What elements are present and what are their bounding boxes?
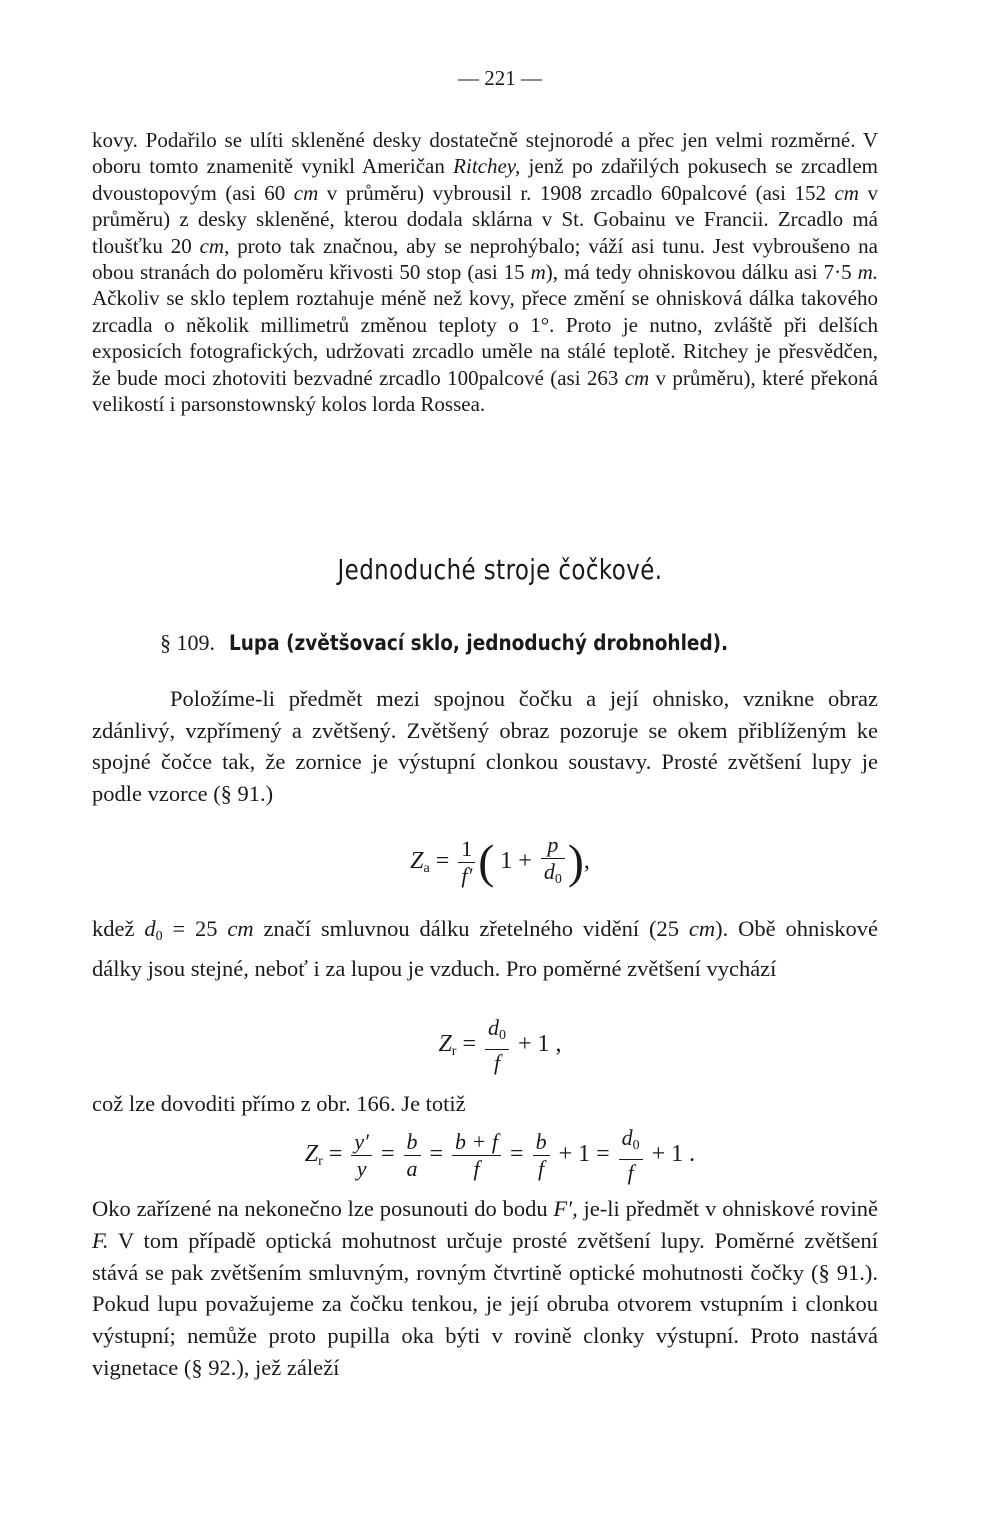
unit: m [530,260,546,285]
unit: cm [227,916,254,941]
eq-equals: = [510,1141,524,1168]
equation-relative-magnification [0,1015,1000,1076]
text-run: v průměru) z desky skleněné, kterou dodala sklárna v St. Gobainu ve Francii. Zrcadlo má tloušťku 20 [92,180,878,258]
denominator [541,859,565,893]
denominator: f [493,1050,501,1075]
subsection-title: Lupa (zvětšovací sklo, jednoduchý drobnohled). [228,631,728,655]
subsection-number: § 109. [160,630,215,655]
paren-close: ) [567,835,584,889]
text-run: v průměru) vybrousil r. 1908 zrcadlo 60palcové (asi 152 [318,180,835,205]
equation-derivation [0,1125,1000,1186]
d-symbol: d [488,1015,500,1040]
text-run: Oko zařízené na nekonečno lze posunouti do bodu [92,1196,554,1221]
eq-tail: + 1 , [518,1031,562,1058]
page-number: — 221 — [458,66,542,90]
text-run: = 25 [162,916,228,941]
paragraph-eye-focus [92,1193,878,1384]
focus-symbol: F. [92,1227,109,1253]
d-symbol: d [144,916,156,941]
text-run: značí smluvnou dálku zřetelného vidění (25 [253,916,689,941]
eq-lhs: Z [438,1031,452,1058]
eq-one-plus: 1 + [500,848,532,875]
fraction [351,1129,372,1182]
d-sub: 0 [632,1138,640,1153]
paragraph-lupa-intro [92,683,878,809]
denominator: f [538,1156,545,1181]
eq-mid: + 1 = [558,1141,610,1168]
text-run: což lze dovoditi přímo z obr. 166. Je totiž [92,1091,466,1116]
d-sub: 0 [499,1028,507,1043]
text-run: proto tak značnou, aby se neprohýbalo; váží asi tunu. Jest vybroušeno na obou stranách do poloměru křivosti 50 stop (asi 15 [92,233,878,285]
fraction [458,836,475,889]
text-run: ), má tedy ohniskovou dálku asi 7·5 [545,260,858,285]
numerator [485,1015,509,1050]
name-ritchey: Ritchey, [453,154,521,179]
eq-lhs: Z [304,1141,319,1168]
denominator: a [406,1156,418,1181]
eq-equals: = [462,1031,477,1058]
unit: m. [857,260,878,285]
denominator: f′ [461,863,473,888]
subsection-heading [160,630,796,656]
fraction [533,1129,550,1182]
paragraph-derivation [92,1088,878,1120]
fraction [452,1129,501,1182]
unit: cm [834,180,859,205]
text-run: ). Obě ohniskové dálky jsou stejné, neboť i za lupou je vzduch. Pro poměrné zvětšení vychází [92,916,878,981]
denominator: y [356,1156,367,1181]
eq-equals: = [435,848,450,875]
numerator: b + f [452,1129,501,1156]
paren-open: ( [478,835,495,889]
eq-lhs-sub: r [451,1044,457,1060]
denominator: f [627,1160,634,1185]
text-run: v průměru), které překoná velikostí i parsonstownský kolos lorda Rossea. [92,365,878,417]
eq-equals: = [328,1141,343,1168]
numerator: p [541,832,565,859]
unit: cm, [199,233,230,258]
d-symbol: d [543,859,555,884]
d-symbol: d [621,1125,633,1150]
focus-symbol: F′, [553,1196,578,1221]
numerator: 1 [458,836,475,863]
fraction [485,1015,509,1076]
section-heading: Jednoduché stroje čočkové. [337,553,663,586]
equation-simple-magnification [0,832,1000,893]
denominator: f [473,1156,480,1181]
numerator: b [404,1129,421,1156]
text-run: Ačkoliv se sklo teplem roztahuje méně než kovy, přece změní se ohnisková dálka takového zrcadla o několik millimetrů změnou teploty o 1°. Proto je nutno, zvláště při delších exposicích fotografických, udržovati zrcadlo uměle na stálé teplotě. Ritchey je přesvědčen, že bude moci zhotoviti bezvadné zrcadlo 100palcové (asi 263 [92,286,878,390]
unit: cm [624,365,650,390]
text-run: V tom případě optická mohutnost určuje prosté zvětšení lupy. Poměrné zvětšení stává se pak zvětšením smluvným, rovným čtvrtině optické mohutnosti čočky (§ 91.). Pokud lupu považujeme za čočku tenkou, je její obruba otvorem vstupním i clonkou výstupní; nemůže proto pupilla oka býti v rovině clonky výstupní. Proto nastává vignetace (§ 92.), jež záleží [92,1227,878,1380]
paragraph-telescope-mirror [92,127,878,417]
numerator [619,1125,643,1160]
text-run: je-li předmět v ohniskové rovině [577,1196,878,1221]
text-run: Položíme-li předmět mezi spojnou čočku a její ohnisko, vznikne obraz zdánlivý, vzpřímený a zvětšený. Zvětšený obraz pozoruje se okem přiblíženým ke spojné čočce tak, že zornice je výstupní clonkou soustavy. Prosté zvětšení lupy je podle vzorce (§ 91.) [92,686,878,806]
unit: cm [688,916,716,941]
eq-lhs-sub: r [318,1154,323,1170]
eq-equals: = [380,1141,395,1168]
unit: cm [293,180,319,205]
text-run: kdež [92,916,145,941]
eq-tail: + 1 . [651,1141,696,1168]
text-run: kovy. Podařilo se ulíti skleněné desky dostatečně stejnorodé a přec jen velmi rozměrné. V oboru tomto znamenitě vynikl Američan [92,128,878,179]
d-sub: 0 [155,929,163,944]
paragraph-d0-definition [92,913,878,984]
numerator: y′ [351,1129,372,1156]
numerator: b [533,1129,550,1156]
eq-equals: = [429,1141,444,1168]
text-run: jenž po zdařilých pokusech se zrcadlem dvoustopovým (asi 60 [92,154,878,205]
eq-lhs-sub: a [423,861,430,877]
eq-lhs: Z [410,848,424,875]
fraction [541,832,565,893]
fraction [404,1129,421,1182]
fraction [619,1125,643,1186]
d-sub: 0 [554,872,562,887]
eq-comma: , [583,848,590,875]
